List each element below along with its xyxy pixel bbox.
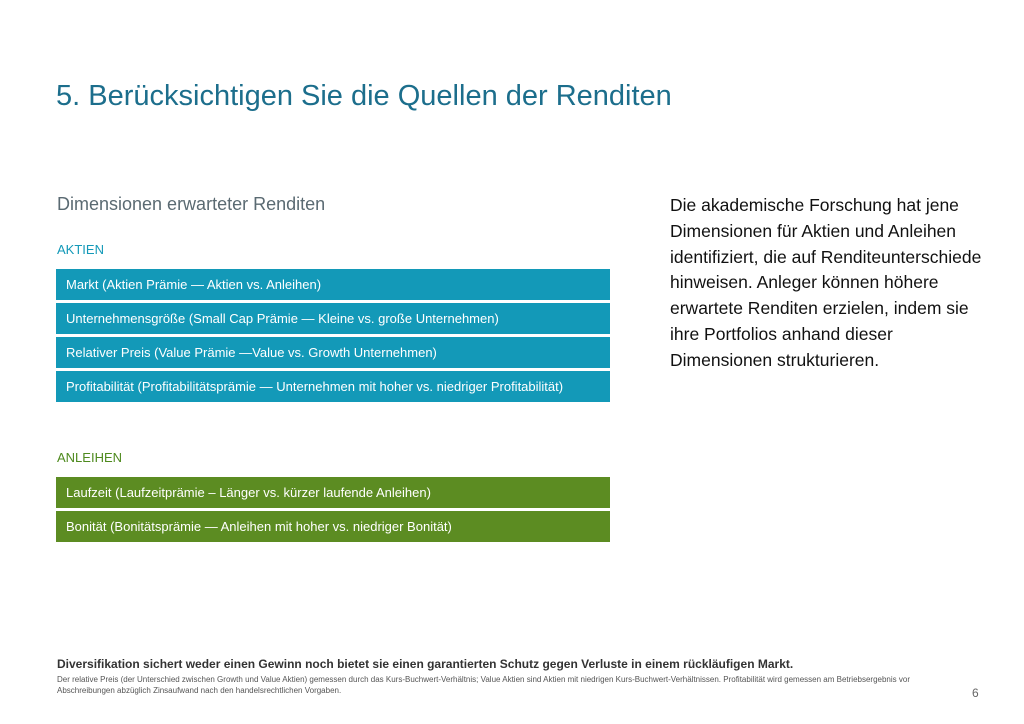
- diversification-disclaimer: Diversifikation sichert weder einen Gewinn noch bietet sie einen garantierten Schutz gegen Verluste in einem rückläufigen Markt.: [57, 657, 794, 671]
- slide-title: 5. Berücksichtigen Sie die Quellen der Renditen: [56, 80, 672, 112]
- bonds-dimension-term: Laufzeit (Laufzeitprämie – Länger vs. kürzer laufende Anleihen): [56, 477, 610, 508]
- dimensions-subtitle: Dimensionen erwarteter Renditen: [57, 194, 326, 214]
- bonds-dimension-credit: Bonität (Bonitätsprämie — Anleihen mit hoher vs. niedriger Bonität): [56, 511, 610, 542]
- stocks-dimension-list: [56, 269, 610, 402]
- footnote: Der relative Preis (der Unterschied zwischen Growth und Value Aktien) gemessen durch das Kurs-Buchwert-Verhältnis; Value Aktien sind Aktien mit niedrigen Kurs-Buchwert-Verhältnissen. Profitabilität wird gemessen am Betriebsergebnis vor Abschreibungen abzüglich Zinsaufwand nach den handelsrechtlichen Vorgaben.: [57, 675, 910, 695]
- stocks-dimension-market: Markt (Aktien Prämie — Aktien vs. Anleihen): [56, 269, 610, 300]
- bonds-dimension-list: [56, 477, 610, 542]
- page-number: 6: [972, 686, 979, 700]
- stocks-dimension-profitability: Profitabilität (Profitabilitätsprämie — Unternehmen mit hoher vs. niedriger Profitabilität): [56, 371, 610, 402]
- stocks-dimension-relative-price: Relativer Preis (Value Prämie —Value vs. Growth Unternehmen): [56, 337, 610, 368]
- stocks-section-label: AKTIEN: [57, 242, 104, 257]
- research-explanation-text: Die akademische Forschung hat jene Dimensionen für Aktien und Anleihen identifiziert, die auf Renditeunterschiede hinweisen. Anleger können höhere erwartete Renditen erzielen, indem sie ihre Portfolios anhand dieser Dimensionen strukturieren.: [670, 195, 982, 370]
- stocks-dimension-size: Unternehmensgröße (Small Cap Prämie — Kleine vs. große Unternehmen): [56, 303, 610, 334]
- bonds-section-label: ANLEIHEN: [57, 450, 123, 465]
